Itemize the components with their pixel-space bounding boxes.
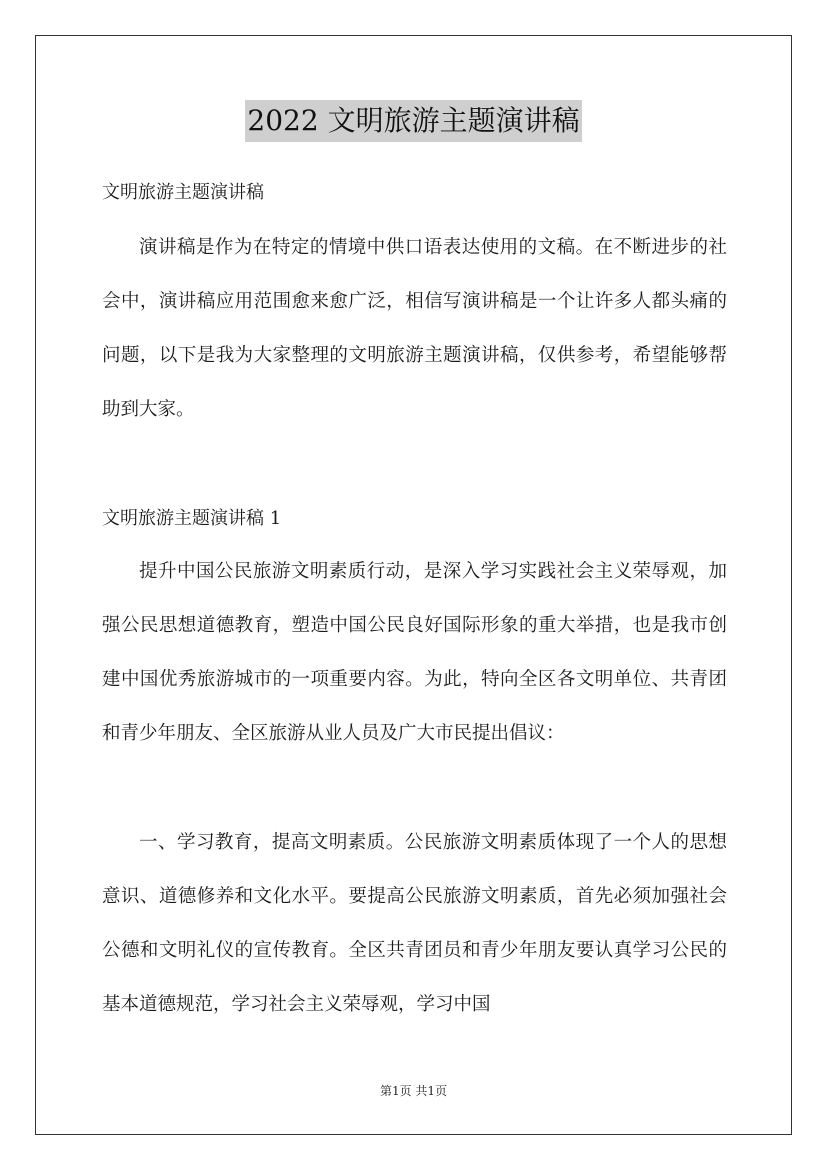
page-footer: 第1页 共1页 xyxy=(379,1084,448,1098)
section-paragraph-2: 一、学习教育，提高文明素质。公民旅游文明素质体现了一个人的思想意识、道德修养和文化水平。要提高公民旅游文明素质，首先必须加强社会公德和文明礼仪的宣传教育。全区共青团员和青少年朋友要认真学习公民的基本道德规范，学习社会主义荣辱观，学习中国 xyxy=(102,832,727,1015)
title-container xyxy=(0,100,827,142)
document-subtitle: 文明旅游主题演讲稿 xyxy=(102,182,264,203)
document-title: 2022 文明旅游主题演讲稿 xyxy=(245,100,581,142)
section-heading: 文明旅游主题演讲稿 1 xyxy=(102,508,282,529)
section-paragraph-1: 提升中国公民旅游文明素质行动，是深入学习实践社会主义荣辱观，加强公民思想道德教育，塑造中国公民良好国际形象的重大举措，也是我市创建中国优秀旅游城市的一项重要内容。为此，特向全区各文明单位、共青团和青少年朋友、全区旅游从业人员及广大市民提出倡议： xyxy=(102,561,727,744)
intro-paragraph: 演讲稿是作为在特定的情境中供口语表达使用的文稿。在不断进步的社会中，演讲稿应用范围愈来愈广泛，相信写演讲稿是一个让许多人都头痛的问题，以下是我为大家整理的文明旅游主题演讲稿，仅供参考，希望能够帮助到大家。 xyxy=(102,237,727,420)
